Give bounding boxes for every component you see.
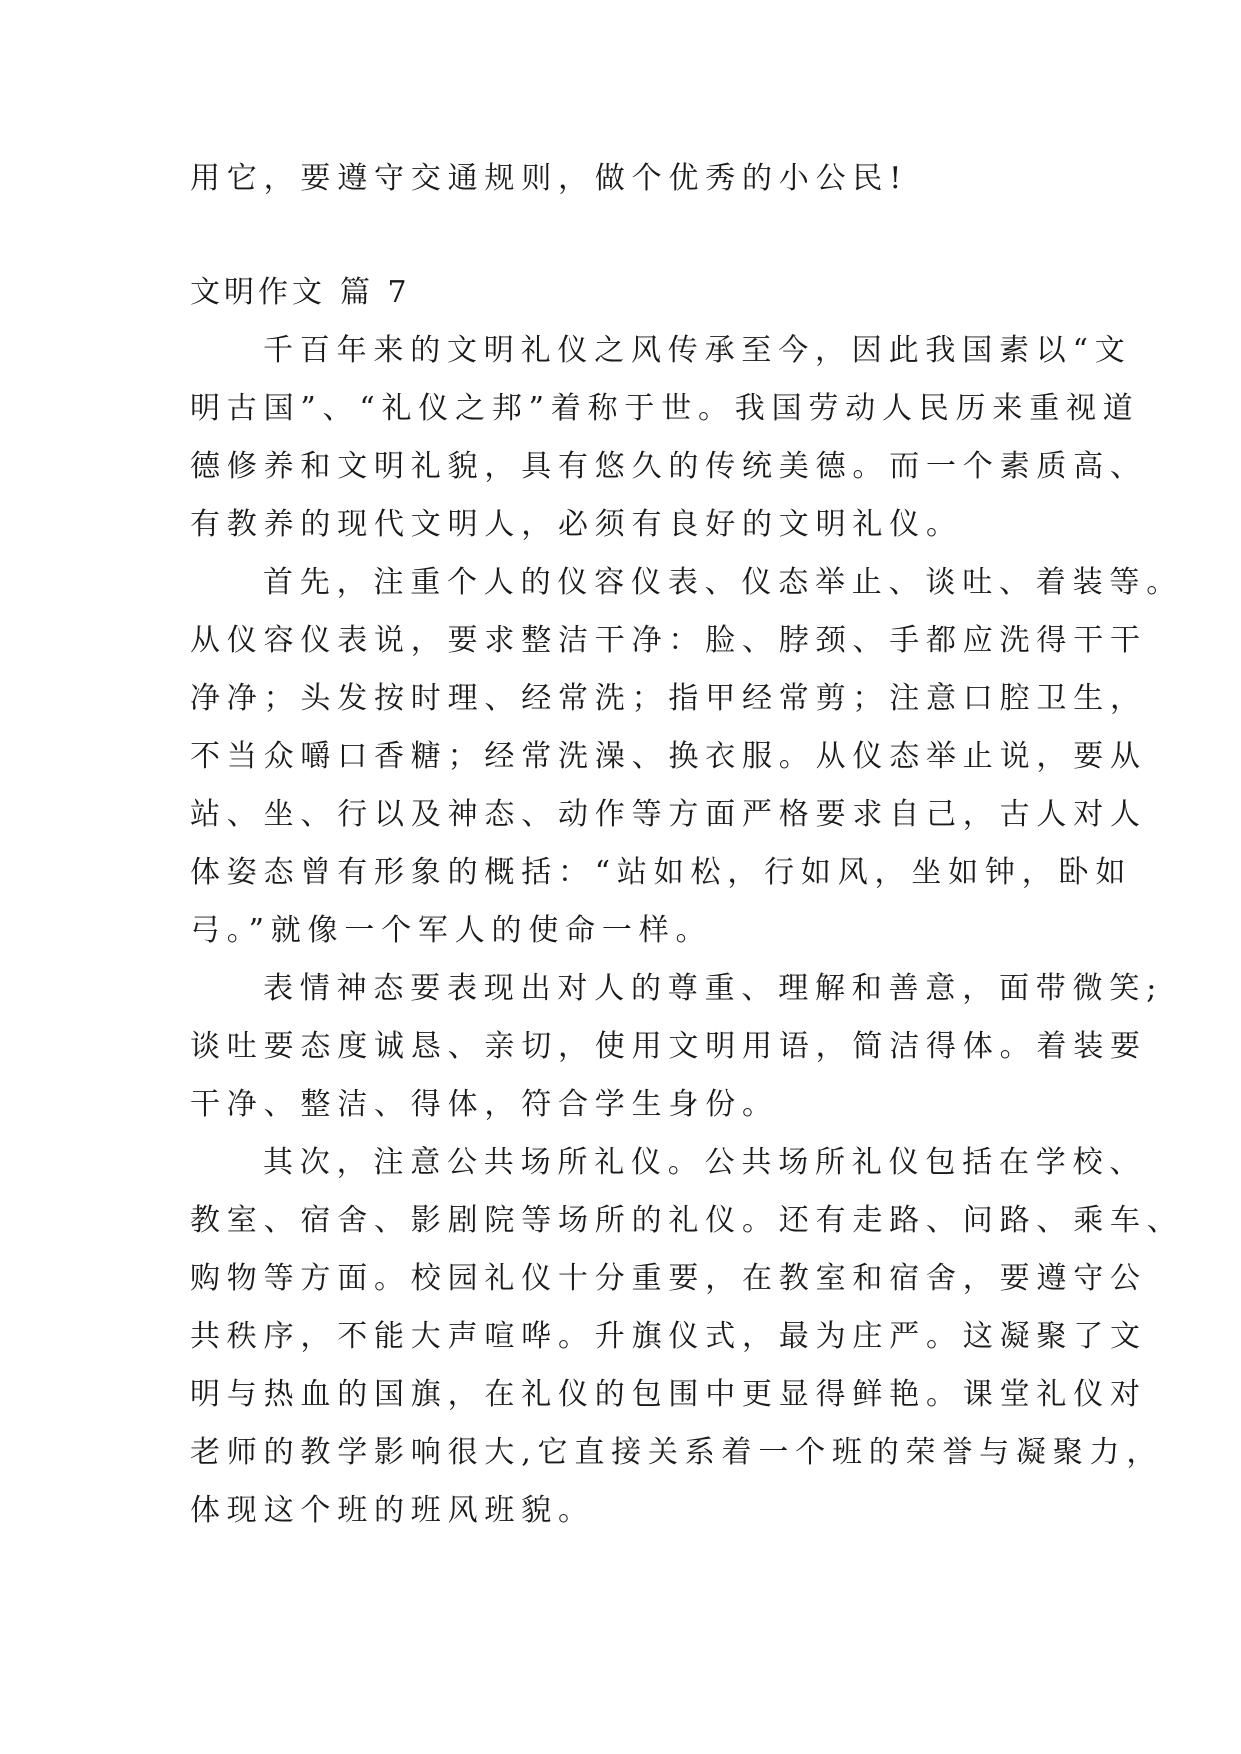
paragraph-line: 从仪容仪表说，要求整洁干净：脸、脖颈、手都应洗得干干	[190, 623, 1147, 658]
paragraph-line: 明与热血的国旗，在礼仪的包围中更显得鲜艳。课堂礼仪对	[190, 1377, 1147, 1412]
essay-number: 篇 7	[340, 275, 411, 310]
paragraph-line: 净净；头发按时理、经常洗；指甲经常剪；注意口腔卫生，	[190, 681, 1147, 716]
paragraph-line: 体现这个班的班风班貌。	[190, 1493, 595, 1528]
continuation-line: 用它，要遵守交通规则，做个优秀的小公民!	[190, 161, 909, 196]
essay-title: 文明作文	[190, 275, 326, 310]
essay-heading	[190, 264, 1070, 322]
paragraph-line: 不当众嚼口香糖；经常洗澡、换衣服。从仪态举止说，要从	[190, 739, 1147, 774]
paragraph-line: 共秩序，不能大声喧哗。升旗仪式，最为庄严。这凝聚了文	[190, 1319, 1147, 1354]
paragraph-4	[190, 1134, 1184, 1540]
paragraph-line: 购物等方面。校园礼仪十分重要，在教室和宿舍，要遵守公	[190, 1261, 1147, 1296]
paragraph-1	[190, 322, 1147, 554]
paragraph-line: 千百年来的文明礼仪之风传承至今，因此我国素以“文	[263, 333, 1132, 368]
document-page	[190, 150, 1184, 1540]
paragraph-line: 表情神态要表现出对人的尊重、理解和善意，面带微笑;	[263, 971, 1164, 1006]
paragraph-line: 体姿态曾有形象的概括：“站如松，行如风，坐如钟，卧如	[190, 855, 1133, 890]
paragraph-line: 其次，注意公共场所礼仪。公共场所礼仪包括在学校、	[263, 1145, 1147, 1180]
paragraph-line: 有教养的现代文明人，必须有良好的文明礼仪。	[190, 507, 963, 542]
paragraph-line: 明古国”、“礼仪之邦”着称于世。我国劳动人民历来重视道	[190, 391, 1140, 426]
paragraph-line: 谈吐要态度诚恳、亲切，使用文明用语，简洁得体。着装要	[190, 1029, 1147, 1064]
paragraph-line: 德修养和文明礼貌，具有悠久的传统美德。而一个素质高、	[190, 449, 1147, 484]
paragraph-line: 站、坐、行以及神态、动作等方面严格要求自己，古人对人	[190, 797, 1147, 832]
paragraph-line: 首先，注重个人的仪容仪表、仪态举止、谈吐、着装等。	[263, 565, 1183, 600]
paragraph-line: 弓。”就像一个军人的使命一样。	[190, 913, 713, 948]
paragraph-line: 老师的教学影响很大,它直接关系着一个班的荣誉与凝聚力，	[190, 1435, 1164, 1470]
paragraph-3	[190, 960, 1164, 1134]
paragraph-line: 干净、整洁、得体，符合学生身份。	[190, 1087, 779, 1122]
paragraph-2	[190, 554, 1183, 960]
paragraph-line: 教室、宿舍、影剧院等场所的礼仪。还有走路、问路、乘车、	[190, 1203, 1184, 1238]
